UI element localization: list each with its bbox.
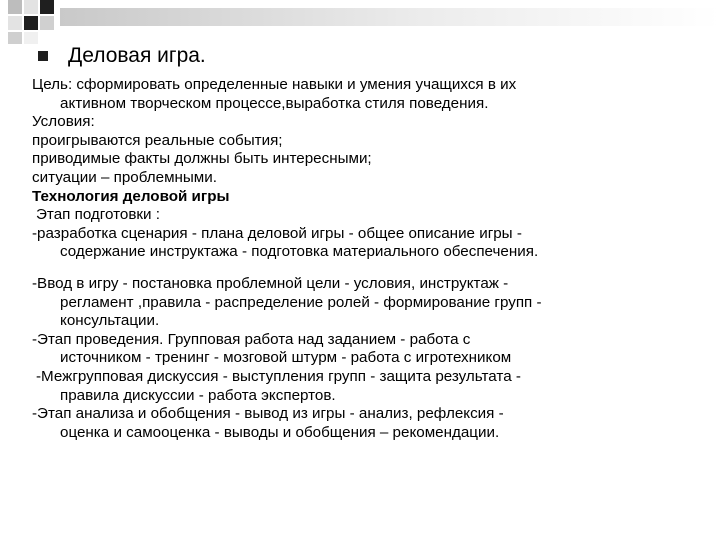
square-bullet-icon: [38, 51, 48, 61]
header-band: [60, 8, 720, 26]
conduct-line-cont: источником - тренинг - мозговой штурм - работа с игротехником: [60, 349, 512, 367]
entry-line-cont: регламент ,правила - распределение ролей - формирование групп -: [60, 293, 542, 311]
analysis-line: -Этап анализа и обобщения - вывод из игры - анализ, рефлексия -: [32, 405, 504, 423]
deco-square: [24, 0, 38, 14]
discussion-line: -Межгрупповая дискуссия - выступления групп - защита результата -: [36, 367, 521, 385]
deco-square: [8, 16, 22, 30]
slide-title-text: Деловая игра.: [68, 44, 206, 67]
paragraph-gap: [32, 262, 692, 275]
preparation-line: -разработка сценария - плана деловой игры - общее описание игры -: [32, 224, 522, 242]
deco-square: [40, 16, 54, 30]
analysis-line-cont: оценка и самооценка - выводы и обобщения – рекомендации.: [60, 423, 500, 441]
deco-square: [8, 0, 22, 14]
deco-square: [8, 32, 22, 44]
slide-body: [32, 76, 692, 442]
condition-item: приводимые факты должны быть интересными;: [32, 150, 372, 168]
technology-heading: Технология деловой игры: [32, 187, 230, 205]
deco-square: [40, 0, 54, 14]
preparation-stage-heading: Этап подготовки :: [36, 206, 160, 224]
entry-line-cont: консультации.: [60, 312, 160, 330]
deco-square: [24, 32, 38, 44]
conditions-heading: Условия:: [32, 113, 95, 131]
slide-title: [38, 42, 206, 70]
deco-square: [24, 16, 38, 30]
preparation-line-cont: содержание инструктажа - подготовка материального обеспечения.: [60, 243, 539, 261]
condition-item: проигрываются реальные события;: [32, 131, 283, 149]
discussion-line-cont: правила дискуссии - работа экспертов.: [60, 386, 336, 404]
condition-item: ситуации – проблемными.: [32, 168, 217, 186]
goal-line: Цель: сформировать определенные навыки и умения учащихся в их: [32, 76, 517, 93]
conduct-line: -Этап проведения. Групповая работа над заданием - работа с: [32, 330, 471, 348]
entry-line: -Ввод в игру - постановка проблемной цели - условия, инструктаж -: [32, 274, 509, 292]
goal-line-cont: активном творческом процессе,выработка стиля поведения.: [60, 94, 489, 112]
